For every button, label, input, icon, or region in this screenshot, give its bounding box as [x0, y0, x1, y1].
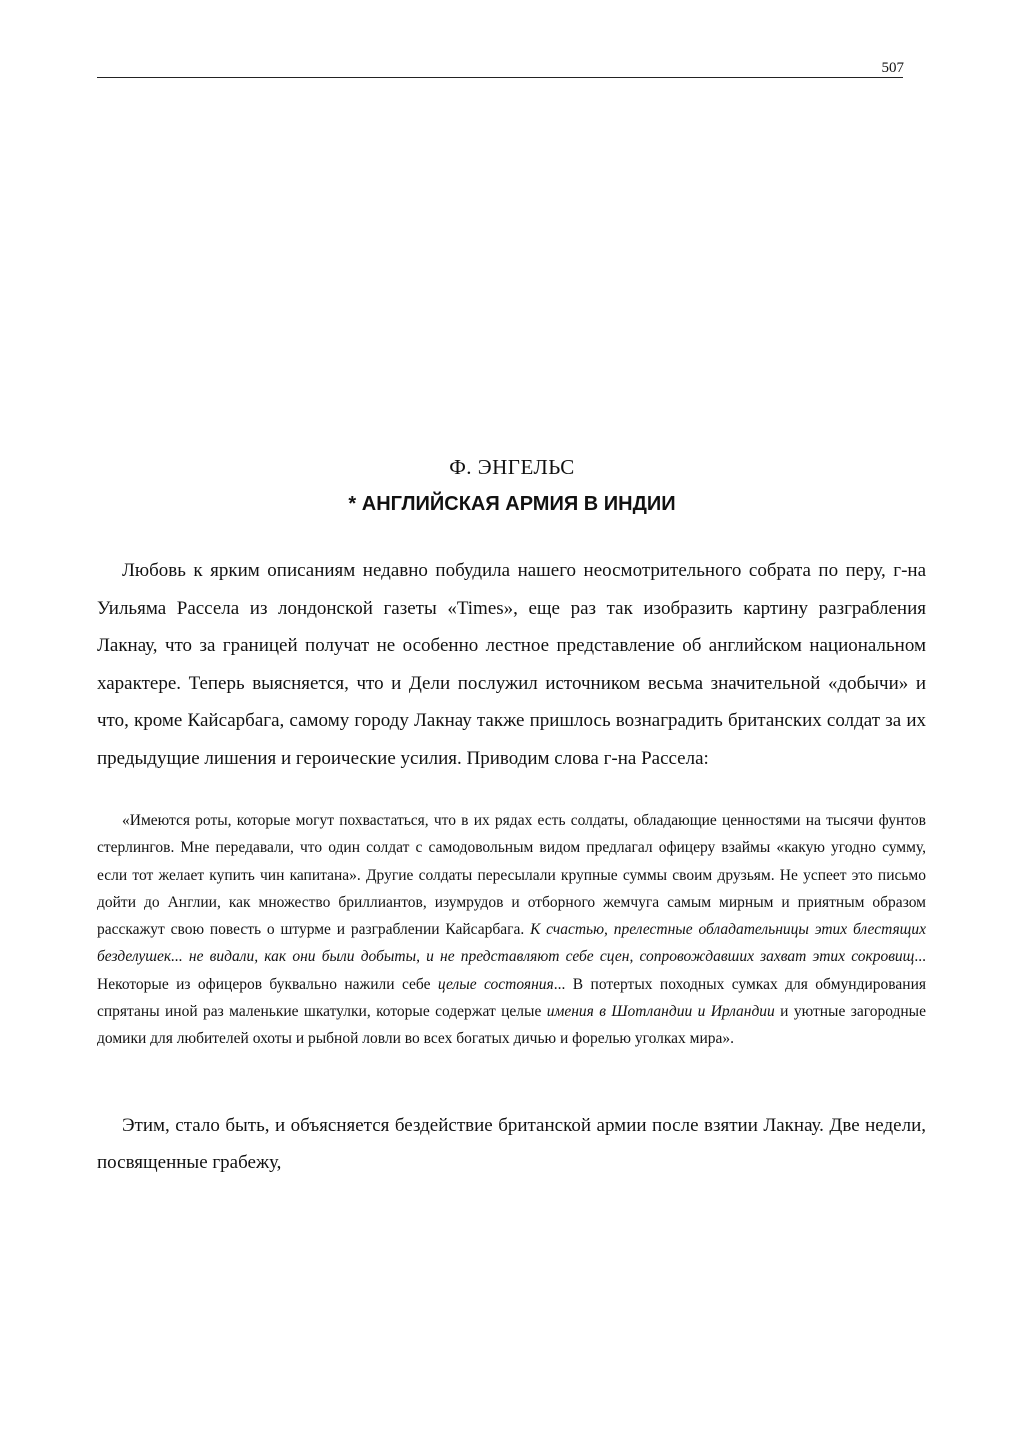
- paragraph-1: Любовь к ярким описаниям недавно побудила нашего неосмотрительного собрата по перу, г-на Уильяма Рассела из лондонской газеты «Times», еще раз так изобразить картину разграбления Лакнау, что за границей получат не особенно лестное представление об английском национальном характере. Теперь выясняется, что и Дели послужил источником весьма значительной «добычи» и что, кроме Кайсарбага, самому городу Лакнау также пришлось вознаградить британских солдат за их предыдущие лишения и героические усилия. Приводим слова г-на Рассела:: [97, 560, 926, 769]
- quote-italic-text: К счастью, прелестные обладательницы этих блестящих безделушек... не видали, как они были добыты, и не представляют себе сцен, сопровождавших захват этих сокровищ: [97, 921, 926, 966]
- quote-text: ... В потертых походных сумках для обмундирования спрятаны иной раз маленькие шкатулки, которые содержат целые: [97, 975, 926, 1021]
- quote-italic-text: целые состояния: [437, 975, 554, 993]
- article-author: Ф. ЭНГЕЛЬС: [449, 455, 575, 479]
- paragraph-2: Этим, стало быть, и объясняется бездействие британской армии после взятии Лакнау. Две недели, посвященные грабежу,: [97, 1115, 926, 1173]
- article-title: * АНГЛИЙСКАЯ АРМИЯ В ИНДИИ: [348, 493, 676, 515]
- quote-text: ... Некоторые из офицеров буквально нажили себе: [97, 948, 926, 993]
- quote-italic-text: имения в Шотландии и Ирландии: [546, 1003, 775, 1021]
- quote-text: «Имеются роты, которые могут похвастаться, что в их рядах есть солдаты, обладающие ценностями на тысячи фунтов стерлингов. Мне передавали, что один солдат с самодовольным видом предлагал офицеру взаймы «какую угодно сумму, если тот желает купить чин капитана». Другие солдаты пересылали крупные суммы своим друзьям. Не успеет это письмо дойти до Англии, как множество бриллиантов, изумрудов и отборного жемчуга самым мирным и приятным образом расскажут свою повесть о штурме и разграблении Кайсарбага.: [97, 812, 926, 939]
- header-rule: [97, 77, 903, 78]
- quoted-passage: [97, 807, 926, 1053]
- page-number: 507: [881, 60, 904, 76]
- quote-text: и уютные загородные домики для любителей охоты и рыбной ловли во всех богатых дичью и форелью уголках мира».: [97, 1003, 926, 1048]
